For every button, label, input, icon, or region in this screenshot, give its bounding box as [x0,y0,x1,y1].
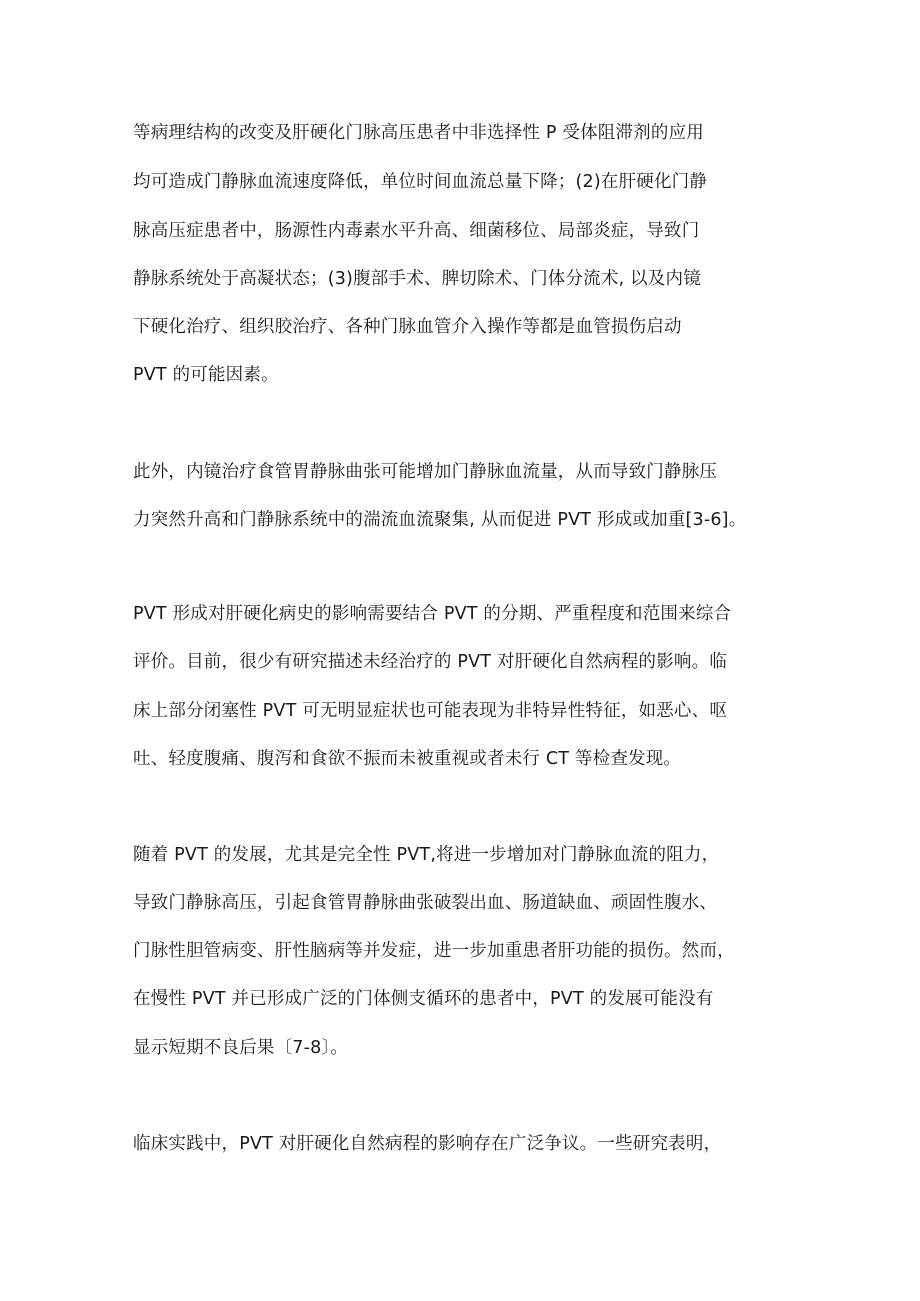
paragraph-4-line-2: 导致门静脉高压，引起食管胃静脉曲张破裂出血、肠道缺血、顽固性腹水、 [133,893,718,913]
paragraph-5-line-1: 临床实践中，PVT 对肝硬化自然病程的影响存在广泛争议。一些研究表明， [133,1134,722,1154]
paragraph-3-line-4: 吐、轻度腹痛、腹泻和食欲不振而未被重视或者未行 CT 等检查发现。 [133,749,682,769]
paragraph-3-line-1: PVT 形成对肝硬化病史的影响需要结合 PVT 的分期、严重程度和范围来综合 [133,604,732,624]
paragraph-4-line-3: 门脉性胆管病变、肝性脑病等并发症，进一步加重患者肝功能的损伤。然而， [133,941,735,961]
paragraph-2-line-2: 力突然升高和门静脉系统中的湍流血流聚集, 从而促进 PVT 形成或加重[3-6]。 [133,510,747,530]
paragraph-4-line-5: 显示短期不良后果〔7-8〕。 [133,1038,349,1058]
paragraph-3-line-2: 评价。目前，很少有研究描述未经治疗的 PVT 对肝硬化自然病程的影响。临 [133,652,728,672]
paragraph-1-line-2: 均可造成门静脉血流速度降低，单位时间血流总量下降；(2)在肝硬化门静 [133,172,708,192]
paragraph-4-line-4: 在慢性 PVT 并已形成广泛的门体侧支循环的患者中，PVT 的发展可能没有 [133,989,714,1009]
paragraph-1-line-5: 下硬化治疗、组织胶治疗、各种门脉血管介入操作等都是血管损伤启动 [133,317,682,337]
paragraph-4-line-1: 随着 PVT 的发展，尤其是完全性 PVT,将进一步增加对门静脉血流的阻力， [133,845,720,865]
paragraph-1-line-4: 静脉系统处于高凝状态；(3)腹部手术、脾切除术、门体分流术, 以及内镜 [133,269,701,289]
paragraph-2-line-1: 此外，内镜治疗食管胃静脉曲张可能增加门静脉血流量，从而导致门静脉压 [133,462,718,482]
paragraph-3-line-3: 床上部分闭塞性 PVT 可无明显症状也可能表现为非特异性特征，如恶心、呕 [133,701,728,721]
paragraph-1-line-6: PVT 的可能因素。 [133,365,279,385]
paragraph-1-line-1: 等病理结构的改变及肝硬化门脉高压患者中非选择性 P 受体阻滞剂的应用 [133,123,704,143]
paragraph-1-line-3: 脉高压症患者中，肠源性内毒素水平升高、细菌移位、局部炎症，导致门 [133,221,700,241]
